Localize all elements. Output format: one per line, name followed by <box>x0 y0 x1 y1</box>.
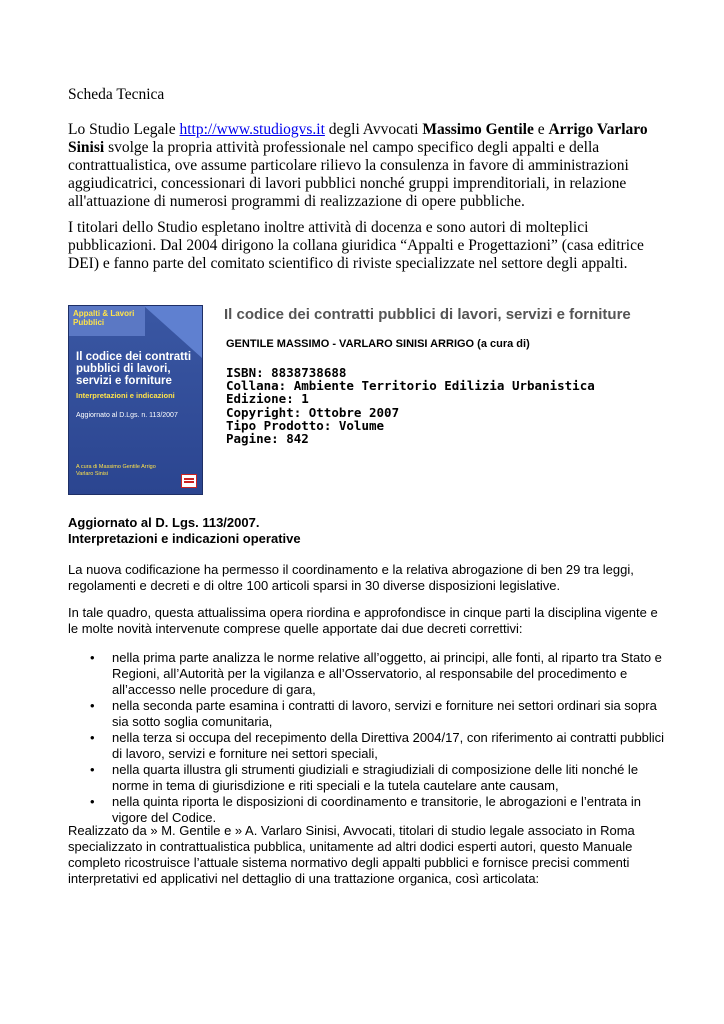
book-title: Il codice dei contratti pubblici di lavori, servizi e forniture <box>224 306 631 323</box>
cover-authors: A cura di Massimo Gentile Arrigo Varlaro Sinisi <box>76 464 156 477</box>
author-name: Massimo Gentile <box>422 121 534 138</box>
description-paragraph: Realizzato da » M. Gentile e » A. Varlaro Sinisi, Avvocati, titolari di studio legale associato in Roma specializzato in contrattualistica pubblica, unitamente ad altri dodici esperti autori, questo Manuale completo ricostruisce l’attuale sistema normativo degli appalti pubblici e fornisce precisi commenti interpretativi ed applicativi nel dettaglio di una trattazione organica, così articolata: <box>68 823 635 886</box>
list-item: • nella terza si occupa del recepimento della Direttiva 2004/17, con riferimento ai contratti pubblici di lavoro, servizi e forniture nei settori speciali, <box>68 730 668 762</box>
intro-text: degli Avvocati <box>324 121 423 138</box>
intro-paragraph <box>68 121 658 211</box>
description-paragraph: La nuova codificazione ha permesso il coordinamento e la relativa abrogazione di ben 29 tra leggi, regolamenti e decreti e di oltre 100 articoli sparsi in 30 diverse disposizioni legislative. <box>68 562 634 593</box>
book-cover-image <box>68 305 203 495</box>
description-heading <box>68 515 668 547</box>
description-paragraph: In tale quadro, questa attualissima opera riordina e approfondisce in cinque parti la disciplina vigente e le molte novità intervenute comprese quelle apportate dai due decreti correttivi: <box>68 605 658 636</box>
intro-paragraph-2: I titolari dello Studio espletano inoltre attività di docenza e sono autori di molteplici pubblicazioni. Dal 2004 dirigono la collana giuridica “Appalti e Progettazioni” (casa editrice DEI) e fanno parte del comitato scientifico di riviste specializzate nel settore degli appalti. <box>68 219 644 272</box>
intro-text: e <box>533 121 549 138</box>
cover-updated-note: Aggiornato al D.Lgs. n. 113/2007 <box>76 412 178 419</box>
cover-title: Il codice dei contratti pubblici di lavori, servizi e forniture <box>76 351 192 387</box>
isbn: ISBN: 8838738688 <box>226 365 347 380</box>
intro-text: svolge la propria attività professionale nel campo specifico degli appalti e della contrattualistica, ove assume particolare rilievo la consulenza in favore di amministrazioni aggiudicatrici, concessionari di lavori pubblici nonché gruppi imprenditoriali, in relazione all'attuazione di numerosi programmi di realizzazione di opere pubbliche. <box>68 139 629 210</box>
pagine: Pagine: 842 <box>226 431 309 447</box>
book-authors: GENTILE MASSIMO - VARLARO SINISI ARRIGO (a cura di) <box>226 338 530 350</box>
intro-text: Lo Studio Legale <box>68 121 180 138</box>
document-title: Scheda Tecnica <box>68 86 165 103</box>
book-metadata <box>226 366 696 445</box>
heading-line: Aggiornato al D. Lgs. 113/2007. <box>68 515 260 530</box>
collana: Collana: Ambiente Territorio Edilizia Urbanistica <box>226 378 595 394</box>
list-item: • nella quarta illustra gli strumenti giudiziali e stragiudiziali di composizione delle liti nonché le norme in tema di giurisdizione e riti speciali e la tutela cautelare ante causam, <box>68 762 668 794</box>
list-item: • nella prima parte analizza le norme relative all’oggetto, ai principi, alle fonti, al riparto tra Stato e Regioni, all’Autorità per la vigilanza e all’Osservatorio, al responsabile del procedimento e all’accesso nelle procedure di gara, <box>68 650 668 698</box>
tipo-prodotto: Tipo Prodotto: Volume <box>226 417 385 433</box>
cover-subtitle: Interpretazioni e indicazioni <box>76 391 175 400</box>
studio-website-link[interactable]: http://www.studiogvs.it <box>179 121 325 138</box>
publisher-logo-icon <box>181 474 197 488</box>
copyright: Copyright: Ottobre 2007 <box>226 404 400 420</box>
edizione: Edizione: 1 <box>226 391 309 407</box>
heading-line: Interpretazioni e indicazioni operative <box>68 531 301 546</box>
list-item: • nella quinta riporta le disposizioni di coordinamento e transitorie, le abrogazioni e l’entrata in vigore del Codice. <box>68 794 668 826</box>
list-item: • nella seconda parte esamina i contratti di lavoro, servizi e forniture nei settori ordinari sia sopra sia sotto soglia comunitaria, <box>68 698 668 730</box>
author-name: Arrigo Varlaro Sinisi <box>68 121 648 156</box>
parts-list <box>68 650 668 826</box>
cover-series-label: Appalti & Lavori Pubblici <box>73 309 135 327</box>
